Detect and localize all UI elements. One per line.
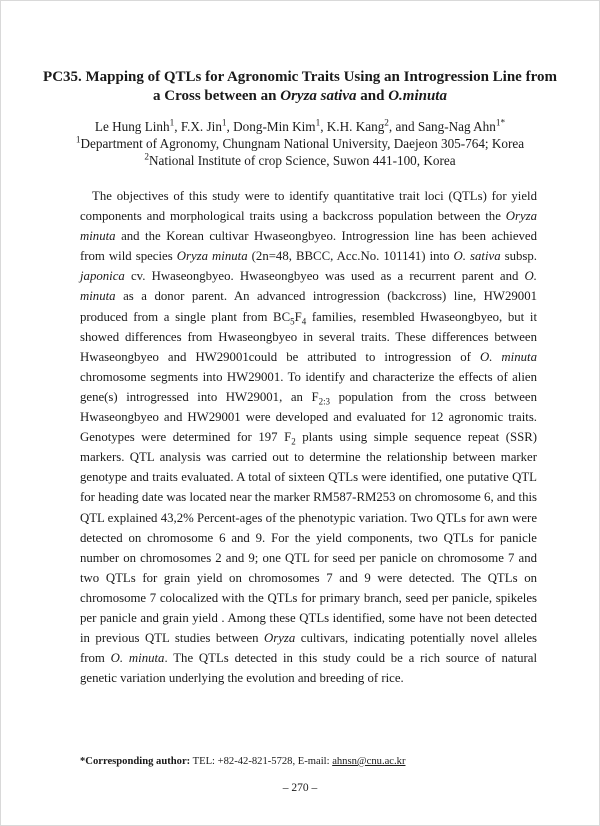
affiliation-mark: 1 bbox=[75, 134, 81, 145]
author-name: , K.H. Kang bbox=[320, 119, 385, 134]
species-name: japonica bbox=[80, 269, 125, 284]
page-number: – 270 – bbox=[282, 782, 318, 794]
species-name: Oryza sativa bbox=[280, 88, 357, 104]
abstract-text: and the Korean cultivar Hwaseongbyeo. Introgression line has been achieved from wild species bbox=[80, 229, 537, 264]
subscript: 5 bbox=[290, 316, 295, 327]
subscript: 2 bbox=[291, 436, 296, 447]
footnote-label: *Corresponding author: bbox=[80, 756, 191, 767]
author-list bbox=[40, 118, 560, 136]
species-name: O. sativa bbox=[453, 249, 501, 264]
species-name: Oryza minuta bbox=[80, 209, 537, 244]
author-name: , F.X. Jin bbox=[174, 119, 222, 134]
abstract-text: cv. Hwaseongbyeo. Hwaseongbyeo was used as a recurrent parent and bbox=[124, 269, 525, 284]
author-name: , and Sang-Nag Ahn bbox=[388, 119, 496, 134]
footnote-text: TEL: +82-42-821-5728, E-mail: bbox=[190, 756, 333, 767]
title-line-2 bbox=[40, 87, 560, 106]
abstract-text: The objectives of this study were to identify quantitative trait loci (QTLs) for yield components and morphological traits using a backcross population between the bbox=[80, 189, 537, 224]
abstract-text: (2n=48, BBCC, Acc.No. 101141) into bbox=[247, 249, 454, 264]
subscript: 2:3 bbox=[318, 396, 331, 407]
abstract-text: families, resembled Hwaseongbyeo, but it showed differences from Hwaseongbyeo in several traits. These differences between Hwaseongbyeo and HW29001could be attributed to introgression of bbox=[80, 309, 537, 364]
abstract-text: population from the cross between Hwaseongbyeo and HW29001 were developed and evaluated for 12 agronomic traits. Genotypes were determined for 197 F bbox=[80, 389, 537, 445]
title-text: and bbox=[356, 88, 389, 104]
species-name: O. minuta bbox=[80, 269, 537, 304]
email-link[interactable]: ahnsn@cnu.ac.kr bbox=[332, 756, 406, 767]
author-name: , Dong-Min Kim bbox=[226, 119, 316, 134]
affiliation-1 bbox=[40, 135, 560, 153]
abstract-text: . The QTLs detected in this study could be a rich source of natural genetic variation underlying the evolution and breeding of rice. bbox=[80, 651, 537, 686]
abstract-text: plants using simple sequence repeat (SSR) markers. QTL analysis was carried out to determine the relationship between marker genotype and traits evaluated. A total of sixteen QTLs were identified, one putative QTL for heading date was located near the marker RM587-RM253 on chromosome 6, and this QTL explained 43,2% Percent-ages of the phenotypic variation. Two QTLs for awn were detected on chromosome 6 and 9. For the yield components, two QTLs for panicle number on chromosomes 2 and 9; one QTL for seed per panicle on chromosome 7 and two QTLs for grain yield on chromosomes 7 and 9 were detected. The QTLs on chromosome 7 colocalized with the QTLs for primary branch, seed per panicle, spikeles per panicle and grain yield . Among these QTLs identified, some have not been detected in previous QTL studies between bbox=[80, 430, 538, 646]
corresponding-author-footnote bbox=[80, 756, 405, 767]
affiliation-mark: 2 bbox=[144, 151, 150, 162]
subscript: 4 bbox=[301, 316, 307, 327]
affiliation-mark: 1* bbox=[495, 117, 506, 128]
abstract-text: cultivars, indicating potentially novel alleles from bbox=[80, 631, 537, 666]
species-name: O.minuta bbox=[388, 88, 447, 104]
author-name: Le Hung Linh bbox=[94, 119, 170, 134]
abstract-body bbox=[80, 186, 537, 688]
affiliation-text: Department of Agronomy, Chungnam National University, Daejeon 305-764; Korea bbox=[80, 136, 525, 151]
species-name: O. minuta bbox=[479, 349, 537, 364]
title-text: a Cross between an bbox=[153, 88, 281, 104]
abstract-text: chromosome segments into HW29001. To identify and characterize the effects of alien gene(s) introgressed into HW29001, an F bbox=[80, 369, 537, 404]
affiliation-mark: 1 bbox=[315, 117, 321, 128]
paper-title bbox=[40, 68, 560, 106]
title-line-1: PC35. Mapping of QTLs for Agronomic Traits Using an Introgression Line from bbox=[43, 69, 557, 85]
species-name: O. minuta bbox=[110, 651, 165, 666]
affiliation-mark: 1 bbox=[221, 117, 227, 128]
abstract-text: subsp. bbox=[500, 249, 537, 264]
abstract-text: F bbox=[294, 309, 302, 324]
affiliation-2 bbox=[40, 152, 560, 170]
affiliation-mark: 2 bbox=[384, 117, 389, 128]
affiliation-mark: 1 bbox=[169, 117, 175, 128]
affiliation-text: National Institute of crop Science, Suwon 441-100, Korea bbox=[149, 153, 456, 168]
species-name: Oryza minuta bbox=[176, 249, 248, 264]
species-name: Oryza bbox=[264, 631, 296, 646]
abstract-text: as a donor parent. An advanced introgression (backcross) line, HW29001 produced from a single plant from BC bbox=[80, 289, 537, 324]
